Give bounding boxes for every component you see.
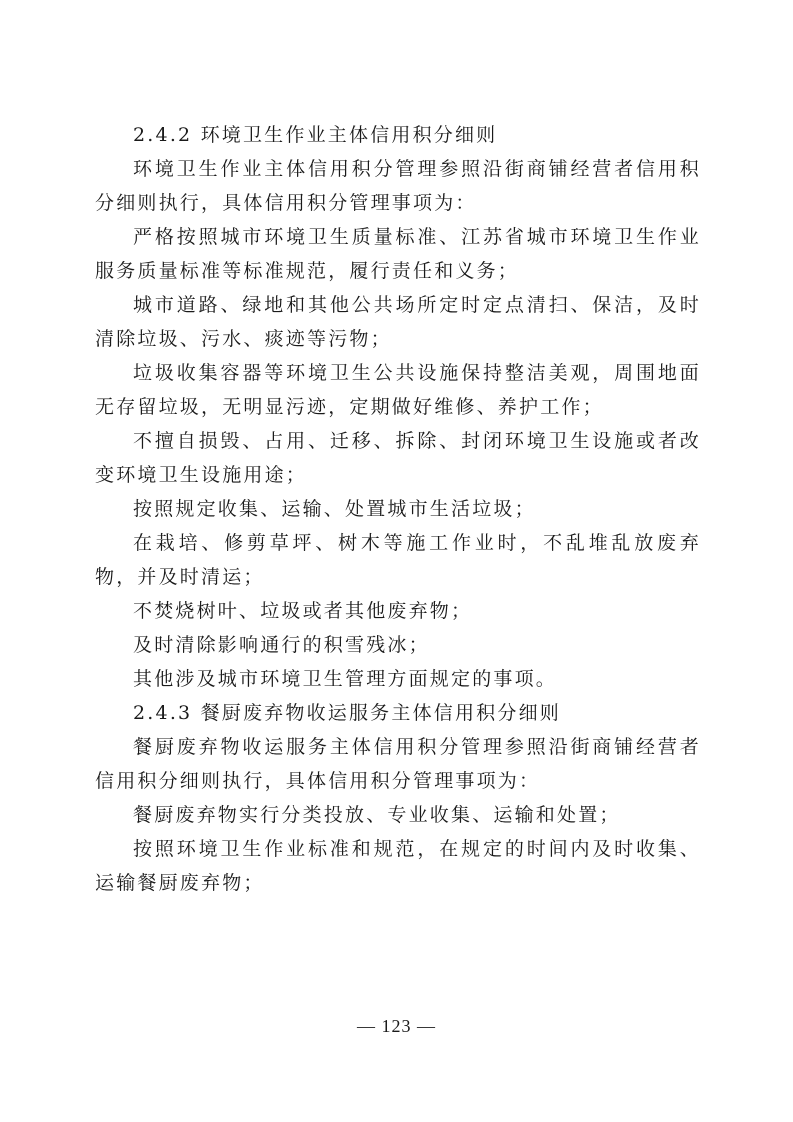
paragraph: 垃圾收集容器等环境卫生公共设施保持整洁美观，周围地面无存留垃圾，无明显污迹，定期做好维修、养护工作； <box>95 362 701 418</box>
page-number: — 123 — <box>357 1016 436 1036</box>
paragraph: 严格按照城市环境卫生质量标准、江苏省城市环境卫生作业服务质量标准等标准规范，履行责任和义务； <box>95 226 701 282</box>
paragraph: 餐厨废弃物实行分类投放、专业收集、运输和处置； <box>133 804 621 826</box>
section-heading-2-4-3: 2.4.3 餐厨废弃物收运服务主体信用积分细则 <box>133 702 561 724</box>
paragraph: 不擅自损毁、占用、迁移、拆除、封闭环境卫生设施或者改变环境卫生设施用途； <box>95 430 701 486</box>
paragraph: 环境卫生作业主体信用积分管理参照沿街商铺经营者信用积分细则执行，具体信用积分管理事项为： <box>95 158 701 214</box>
paragraph: 按照环境卫生作业标准和规范，在规定的时间内及时收集、运输餐厨废弃物； <box>95 838 701 894</box>
paragraph: 及时清除影响通行的积雪残冰； <box>133 634 430 656</box>
paragraph: 餐厨废弃物收运服务主体信用积分管理参照沿街商铺经营者信用积分细则执行，具体信用积分管理事项为： <box>95 736 701 792</box>
paragraph: 按照规定收集、运输、处置城市生活垃圾； <box>133 498 536 520</box>
section-heading-2-4-2: 2.4.2 环境卫生作业主体信用积分细则 <box>133 124 498 146</box>
paragraph: 不焚烧树叶、垃圾或者其他废弃物； <box>133 600 473 622</box>
body-text <box>95 118 701 900</box>
paragraph: 在栽培、修剪草坪、树木等施工作业时，不乱堆乱放废弃物，并及时清运； <box>95 532 701 588</box>
paragraph: 城市道路、绿地和其他公共场所定时定点清扫、保洁，及时清除垃圾、污水、痰迹等污物； <box>95 294 701 350</box>
paragraph: 其他涉及城市环境卫生管理方面规定的事项。 <box>133 668 558 690</box>
